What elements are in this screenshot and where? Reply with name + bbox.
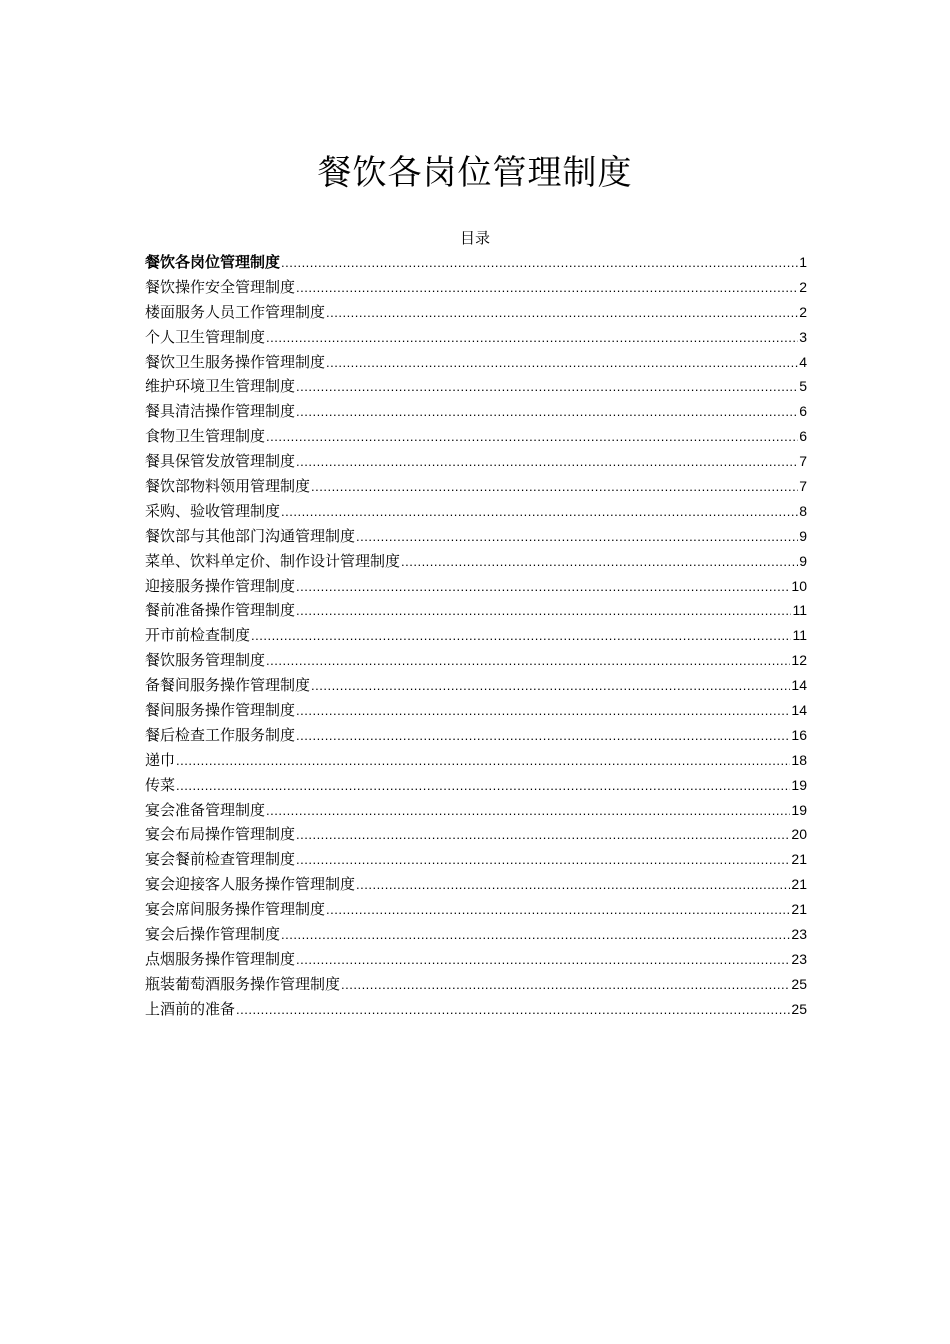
toc-dot-leader	[176, 749, 790, 774]
toc-entry-label: 备餐间服务操作管理制度	[145, 676, 311, 695]
toc-entry[interactable]	[145, 399, 807, 424]
toc-entry-page-number: 18	[791, 751, 807, 768]
toc-entry[interactable]	[145, 623, 807, 648]
toc-entry[interactable]	[145, 648, 807, 673]
toc-entry-label: 楼面服务人员工作管理制度	[145, 302, 326, 321]
toc-entry-page-number: 19	[791, 776, 807, 793]
toc-entry-label: 个人卫生管理制度	[145, 327, 266, 346]
toc-entry-label: 餐后检查工作服务制度	[145, 725, 296, 744]
toc-entry[interactable]	[145, 972, 807, 997]
toc-entry-label: 餐具保管发放管理制度	[145, 452, 296, 471]
toc-entry[interactable]	[145, 748, 807, 773]
toc-entry-label: 宴会餐前检查管理制度	[145, 850, 296, 869]
toc-entry[interactable]	[145, 947, 807, 972]
toc-dot-leader	[266, 649, 790, 674]
toc-dot-leader	[296, 724, 790, 749]
toc-entry-label: 递巾	[145, 750, 176, 769]
toc-dot-leader	[266, 326, 798, 351]
toc-entry-label: 菜单、饮料单定价、制作设计管理制度	[145, 551, 401, 570]
toc-entry-page-number: 4	[799, 353, 807, 370]
toc-entry-label: 瓶装葡萄酒服务操作管理制度	[145, 974, 341, 993]
toc-entry-page-number: 10	[791, 577, 807, 594]
toc-entry[interactable]	[145, 897, 807, 922]
toc-entry-page-number: 20	[791, 826, 807, 843]
toc-dot-leader	[326, 898, 790, 923]
toc-entry[interactable]	[145, 374, 807, 399]
toc-dot-leader	[266, 799, 790, 824]
toc-entry-page-number: 14	[791, 677, 807, 694]
toc-entry-label: 餐饮各岗位管理制度	[145, 253, 281, 271]
toc-entry-label: 传菜	[145, 775, 176, 794]
toc-entry-page-number: 6	[799, 403, 807, 420]
toc-entry-page-number: 23	[791, 950, 807, 967]
table-of-contents	[145, 250, 807, 1022]
toc-dot-leader	[326, 351, 798, 376]
toc-entry-label: 点烟服务操作管理制度	[145, 949, 296, 968]
toc-entry-page-number: 6	[799, 428, 807, 445]
toc-entry-label: 宴会后操作管理制度	[145, 925, 281, 944]
toc-entry-page-number: 12	[791, 652, 807, 669]
toc-entry-label: 宴会布局操作管理制度	[145, 825, 296, 844]
toc-entry-label: 餐饮操作安全管理制度	[145, 277, 296, 296]
toc-entry[interactable]	[145, 549, 807, 574]
toc-entry[interactable]	[145, 574, 807, 599]
toc-dot-leader	[296, 400, 798, 425]
toc-entry[interactable]	[145, 798, 807, 823]
toc-entry-page-number: 9	[799, 552, 807, 569]
toc-entry[interactable]	[145, 698, 807, 723]
toc-entry[interactable]	[145, 325, 807, 350]
toc-entry-page-number: 1	[799, 254, 807, 270]
toc-dot-leader	[281, 923, 790, 948]
toc-entry-label: 迎接服务操作管理制度	[145, 576, 296, 595]
toc-dot-leader	[296, 823, 790, 848]
toc-entry-page-number: 11	[792, 627, 807, 644]
toc-entry-page-number: 8	[799, 502, 807, 519]
toc-entry[interactable]	[145, 822, 807, 847]
toc-dot-leader	[251, 624, 791, 649]
toc-entry-page-number: 21	[791, 876, 807, 893]
toc-dot-leader	[296, 375, 798, 400]
toc-entry-page-number: 16	[791, 726, 807, 743]
toc-entry-label: 宴会准备管理制度	[145, 800, 266, 819]
toc-entry-label: 餐前准备操作管理制度	[145, 601, 296, 620]
toc-dot-leader	[356, 525, 798, 550]
toc-entry[interactable]	[145, 474, 807, 499]
toc-entry[interactable]	[145, 673, 807, 698]
toc-entry-page-number: 2	[799, 303, 807, 320]
toc-entry-page-number: 19	[791, 801, 807, 818]
toc-dot-leader	[401, 550, 798, 575]
toc-dot-leader	[296, 575, 790, 600]
toc-entry-label: 餐饮卫生服务操作管理制度	[145, 352, 326, 371]
toc-entry-label: 餐饮部与其他部门沟通管理制度	[145, 526, 356, 545]
toc-dot-leader	[281, 251, 798, 276]
toc-entry-label: 开市前检查制度	[145, 626, 251, 645]
toc-entry[interactable]	[145, 350, 807, 375]
toc-entry-page-number: 7	[799, 478, 807, 495]
document-title: 餐饮各岗位管理制度	[317, 152, 633, 193]
toc-entry-page-number: 11	[792, 602, 807, 619]
toc-dot-leader	[311, 475, 798, 500]
toc-dot-leader	[296, 848, 790, 873]
toc-entry-page-number: 23	[791, 926, 807, 943]
toc-entry-page-number: 3	[799, 328, 807, 345]
toc-entry-label: 维护环境卫生管理制度	[145, 377, 296, 396]
toc-entry-page-number: 14	[791, 702, 807, 719]
toc-entry-label: 采购、验收管理制度	[145, 501, 281, 520]
toc-entry-label: 宴会迎接客人服务操作管理制度	[145, 875, 356, 894]
toc-entry[interactable]	[145, 524, 807, 549]
toc-entry[interactable]	[145, 598, 807, 623]
toc-dot-leader	[296, 948, 790, 973]
toc-dot-leader	[296, 599, 791, 624]
toc-entry[interactable]	[145, 872, 807, 897]
toc-entry[interactable]	[145, 847, 807, 872]
toc-dot-leader	[296, 276, 798, 301]
toc-entry[interactable]	[145, 250, 807, 275]
toc-entry-page-number: 25	[791, 975, 807, 992]
toc-entry-page-number: 21	[791, 851, 807, 868]
toc-entry[interactable]	[145, 300, 807, 325]
toc-dot-leader	[266, 425, 798, 450]
toc-entry-page-number: 25	[791, 1000, 807, 1017]
toc-entry-label: 上酒前的准备	[145, 999, 236, 1018]
toc-entry-page-number: 2	[799, 278, 807, 295]
toc-entry-page-number: 21	[791, 901, 807, 918]
toc-dot-leader	[296, 699, 790, 724]
toc-dot-leader	[296, 450, 798, 475]
toc-dot-leader	[341, 973, 790, 998]
toc-entry-label: 餐饮服务管理制度	[145, 651, 266, 670]
toc-heading: 目录	[459, 229, 490, 247]
toc-dot-leader	[281, 500, 798, 525]
toc-entry[interactable]	[145, 499, 807, 524]
toc-entry[interactable]	[145, 723, 807, 748]
toc-entry-label: 宴会席间服务操作管理制度	[145, 900, 326, 919]
toc-dot-leader	[356, 873, 790, 898]
toc-entry-label: 餐具清洁操作管理制度	[145, 402, 296, 421]
toc-entry-label: 餐间服务操作管理制度	[145, 701, 296, 720]
toc-entry-label: 食物卫生管理制度	[145, 427, 266, 446]
toc-dot-leader	[176, 774, 790, 799]
toc-entry[interactable]	[145, 773, 807, 798]
toc-entry-page-number: 5	[799, 378, 807, 395]
toc-entry[interactable]	[145, 449, 807, 474]
toc-dot-leader	[236, 998, 790, 1023]
toc-dot-leader	[311, 674, 790, 699]
toc-entry[interactable]	[145, 922, 807, 947]
toc-entry-page-number: 9	[799, 527, 807, 544]
toc-dot-leader	[326, 301, 798, 326]
toc-entry-label: 餐饮部物料领用管理制度	[145, 477, 311, 496]
toc-entry[interactable]	[145, 275, 807, 300]
toc-entry[interactable]	[145, 424, 807, 449]
toc-entry[interactable]	[145, 997, 807, 1022]
toc-entry-page-number: 7	[799, 453, 807, 470]
